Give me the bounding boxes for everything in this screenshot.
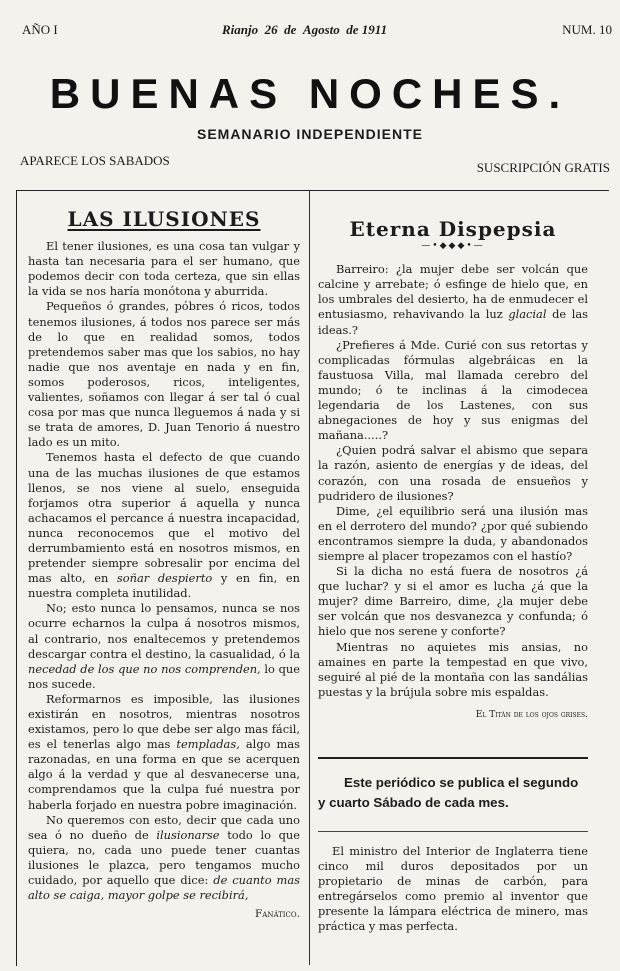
issue-number: NUM. 10	[562, 22, 612, 37]
column-divider	[309, 190, 310, 965]
article-title-dispepsia: Eterna Dispepsia	[349, 217, 557, 241]
signature-titan: El Titán de los ojos grises.	[475, 709, 588, 720]
paragraph: Barreiro: ¿la mujer debe ser volcán que calcine y arrebate; ó esfinge de hielo que, en los umbrales del desierto, ha de enmudecer el entusiasmo, rehavivando la luz glacial de las ideas.?	[318, 262, 589, 337]
paragraph: Mientras no aquietes mis ansias, no amaines en parte la tempestad en que vivo, seguiré al pié de la montaña con las sandálias puestas y la brújula sobre mis espaldas.	[318, 639, 588, 699]
section-rule	[318, 831, 588, 832]
paragraph: Tenemos hasta el defecto de que cuando una de las muchas ilusiones de que estamos llenos, se nos viene al suelo, enseguida forjamos otra superior á aquella y nunca achacamos el percance á nuestra incapacidad, nunca reconocemos que el motivo del derrumbamiento está en nosotros mismos, en pretender siempre sobresalir por encima del mas alto, en soñar despierto y en fin, en nuestra completa inutilidad.	[28, 450, 300, 601]
paragraph: ¿Quien podrá salvar el abismo que separa la razón, asiento de energías y de ideas, del corazón, con una rosada de ensueños y pudridero de ilusiones?	[318, 443, 588, 503]
signature-fanatico: Fanático.	[254, 908, 300, 921]
paragraph: Reformarnos es imposible, las ilusiones existirán en nosotros, mientras nosotros existamos, pero lo que debe ser algo mas fácil, es el tenerlas algo mas templadas, algo mas razonadas, en una forma en que se acerquen algo á la verdad y que al desvanecerse una, comprendamos que la culpa fué nuestra por haberla forjado en nuestra pobre imaginación.	[28, 691, 300, 812]
left-column	[28, 207, 300, 922]
paragraph: Si la dicha no está fuera de nosotros ¿á que luchar? y si el amor es lucha ¿á que la mujer? dime Barreiro, dime, ¿la mujer debe ser volcán que nos desvanezca y confunda; ó hielo que nos serene y conforte?	[318, 564, 588, 639]
article-title-ilusiones: LAS ILUSIONES	[67, 207, 261, 231]
right-column	[318, 217, 589, 935]
paragraph: Pequeños ó grandes, póbres ó ricos, todos tenemos ilusiones, á todos nos parece ser más de lo que en realidad somos, todos pretendemos saber mas que los sabios, no hay nadie que nos aventaje en nada y en fin, somos poderosos, ricos, inteligentes, valientes, soñamos con llegar á ser tal ó cual cosa por mas que nunca lleguemos á nada y si se trata de amores, D. Juan Tenorio á nuestro lado es un mito.	[28, 299, 300, 450]
issue-date: Rianjo 26 de Agosto de 1911	[222, 22, 388, 37]
masthead-title: BUENAS NOCHES.	[49, 70, 571, 117]
dateline	[22, 22, 612, 44]
ornament-divider: —•◆◆◆•—	[421, 241, 485, 252]
news-item: El ministro del Interior de Inglaterra tiene cinco mil duros depositados por un propietario de minas de carbón, para entregárselos como premio al inventor que presente la lámpara eléctrica de minero, mas práctica y mas perfecta.	[318, 844, 588, 934]
paragraph: ¿Prefieres á Mde. Curié con sus retortas y complicadas fórmulas algebráicas en la faustuosa Villa, mal llamada cerebro del mundo; ó te inclinas á la cimodecea legendaria de los Lastenes, con sus abnegaciones de hoy y sus enigmas del mañana.....?	[318, 337, 588, 443]
masthead-subtitle: SEMANARIO INDEPENDIENTE	[196, 126, 424, 142]
subscription-info: SUSCRIPCIÓN GRATIS	[476, 160, 610, 175]
section-rule	[318, 757, 588, 759]
paragraph: No queremos con esto, decir que cada uno sea ó no dueño de ilusionarse todo lo que quiera, no, cada uno puede tener cuantas ilusiones le plazca, pero tengamos mucho cuidado, por aquello que dice: de cuanto mas alto se caiga, mayor golpe se recibirá,	[28, 812, 300, 903]
publication-notice: Este periódico se publica el segundo y cuarto Sábado de cada mes.	[318, 775, 579, 810]
paragraph: Dime, ¿el equilibrio será una ilusión mas en el derrotero del mundo? ¿por qué subiendo encontramos siempre la duda, y abandonados siempre al placer tropezamos con el hastío?	[318, 503, 588, 563]
year-volume: AÑO I	[22, 22, 58, 37]
paragraph: No; esto nunca lo pensamos, nunca se nos ocurre echarnos la culpa á nosotros mismos, al contrario, nos enaltecemos y pretendemos descargar contra el destino, la casualidad, ó la necedad de los que no nos comprenden, lo que nos sucede.	[28, 601, 300, 691]
paragraph: El tener ilusiones, es una cosa tan vulgar y hasta tan necesaria para el ser humano, que podemos decir con toda certeza, que sin ellas la vida se nos haría monótona y aburrida.	[28, 239, 300, 299]
publication-frequency: APARECE LOS SABADOS	[20, 153, 170, 168]
